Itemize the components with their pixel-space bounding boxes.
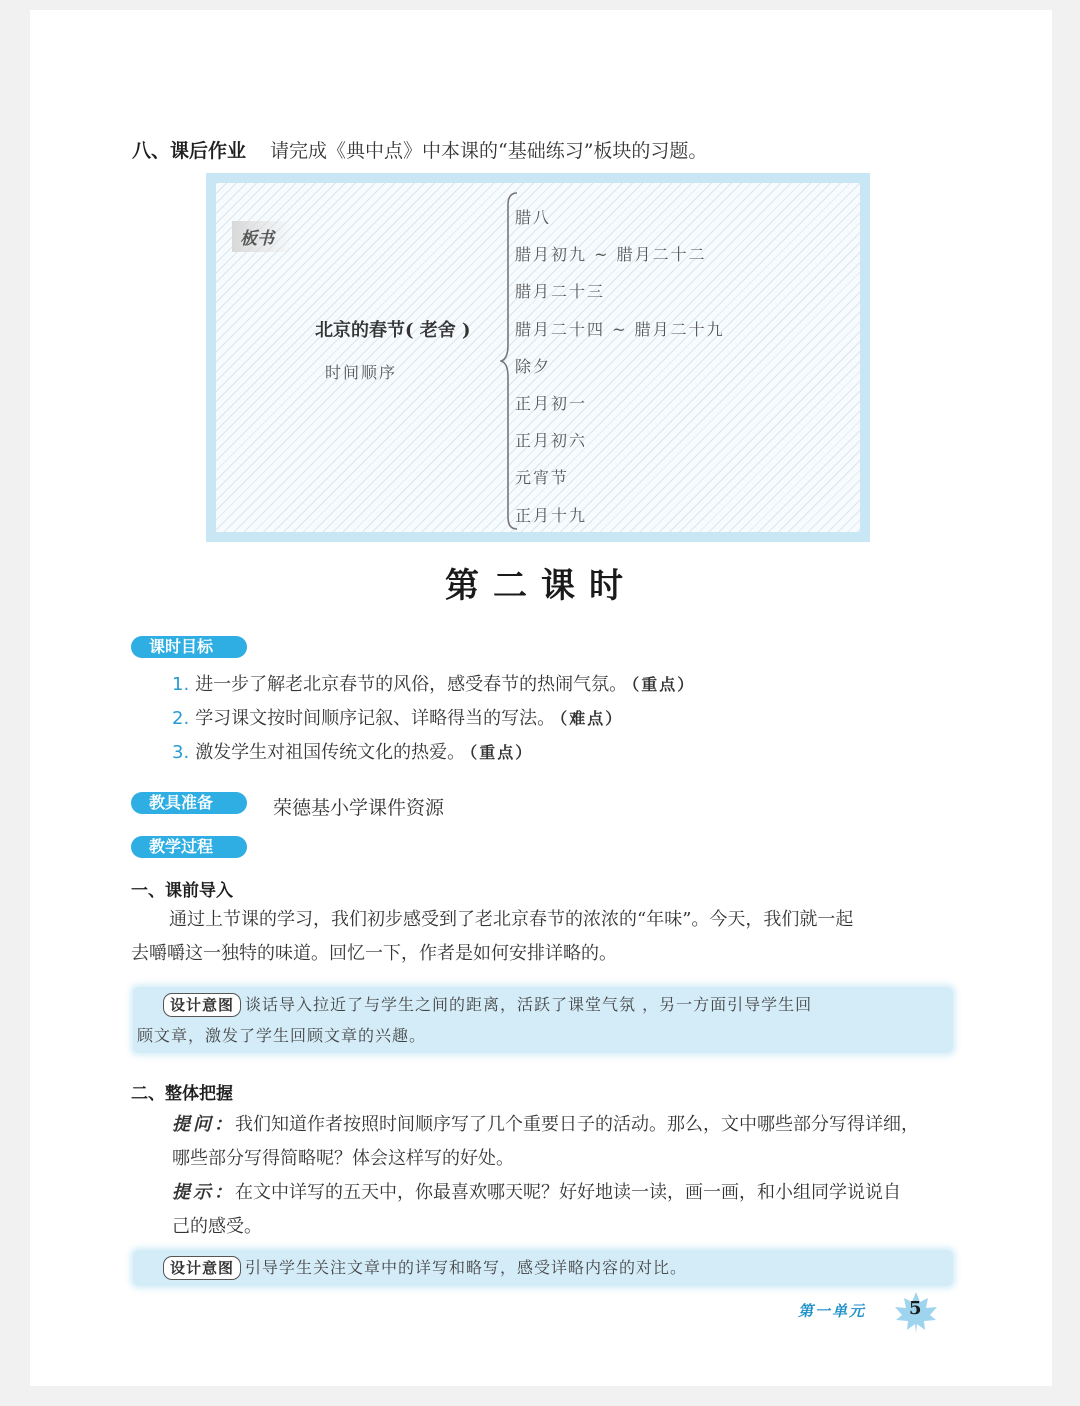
timeline-item: 正月初一 [515,393,588,413]
process-badge: 教学过程 [131,836,247,858]
blackboard-timeline [515,199,725,534]
paragraph-line [172,1176,962,1210]
objective-number: 3. [172,742,190,763]
objective-text: 进一步了解老北京春节的风俗，感受春节的热闹气氛。 [195,674,628,695]
part2-question [172,1108,962,1176]
timeline-item: 正月十九 [515,505,588,525]
objective-item [172,670,695,704]
design-intent-tag: 设计意图 [163,993,241,1017]
paragraph-line: 去嚼嚼这一独特的味道。回忆一下，作者是如何安排详略的。 [131,943,617,964]
timeline-item: 正月初六 [515,431,588,451]
paragraph-line: 通过上节课的学习，我们初步感受到了老北京春节的浓浓的“年味”。今天，我们就一起 [169,909,854,930]
objective-item [172,704,695,738]
part2-hint [172,1176,962,1244]
part2-title: 二、整体把握 [131,1084,233,1104]
question-text: 我们知道作者按照时间顺序写了几个重要日子的活动。那么，文中哪些部分写得详细， [235,1114,919,1135]
homework-text: 请完成《典中点》中本课的“基础练习”板块的习题。 [270,140,708,162]
intent-line [133,1250,953,1283]
hint-label: 提示： [172,1182,235,1203]
objective-tag: （重点） [469,743,534,762]
objective-number: 1. [172,674,190,695]
blackboard-tag: 板书 [232,221,290,252]
objective-number: 2. [172,708,190,729]
intent-line: 顾文章，激发了学生回顾文章的兴趣。 [137,1026,427,1045]
timeline-item: 除夕 [515,356,552,376]
objectives-badge: 课时目标 [131,636,247,658]
timeline-item: 元宵节 [515,468,570,488]
blackboard-subtitle: 时间顺序 [325,363,398,382]
timeline-item: 腊月初九 ~ 腊月二十二 [515,245,707,265]
objective-item [172,738,695,772]
prep-text: 荣德基小学课件资源 [273,797,445,819]
timeline-item: 腊月二十四 ~ 腊月二十九 [515,319,725,339]
part1-design-intent [133,987,953,1053]
objective-tag: （重点） [631,675,696,694]
timeline-item: 腊八 [515,208,552,227]
part2-design-intent [133,1250,953,1286]
design-intent-tag: 设计意图 [163,1256,241,1280]
paragraph-line: 己的感受。 [172,1216,262,1237]
paragraph-line [172,1108,962,1142]
blackboard-design [206,173,870,542]
timeline-item: 腊月二十三 [515,282,606,302]
part1-title: 一、课前导入 [131,881,233,901]
homework-title: 八、课后作业 [132,140,247,162]
objective-tag: （难点） [559,709,624,728]
intent-text: 引导学生关注文章中的详写和略写，感受详略内容的对比。 [245,1258,688,1277]
document-page [30,10,1052,1386]
part1-paragraph [131,903,961,971]
blackboard-inner [216,183,860,532]
hint-text: 在文中详写的五天中，你最喜欢哪天呢？好好地读一读，画一画，和小组同学说说自 [235,1182,901,1203]
footer-unit-label: 第一单元 [798,1302,867,1320]
blackboard-main-title: 北京的春节( 老舍 ) [315,320,471,341]
page-number: 5 [909,1298,922,1319]
objective-text: 学习课文按时间顺序记叙、详略得当的写法。 [195,708,556,729]
question-label: 提问： [172,1114,235,1135]
objective-text: 激发学生对祖国传统文化的热爱。 [195,742,466,763]
paragraph-line: 哪些部分写得简略呢？体会这样写的好处。 [172,1148,514,1169]
section-title: 第二课时 [445,566,637,606]
objectives-list [172,670,695,772]
intent-text: 谈话导入拉近了与学生之间的距离，活跃了课堂气氛 ，另一方面引导学生回 [245,995,813,1014]
intent-line [133,987,953,1020]
prep-badge: 教具准备 [131,792,247,814]
